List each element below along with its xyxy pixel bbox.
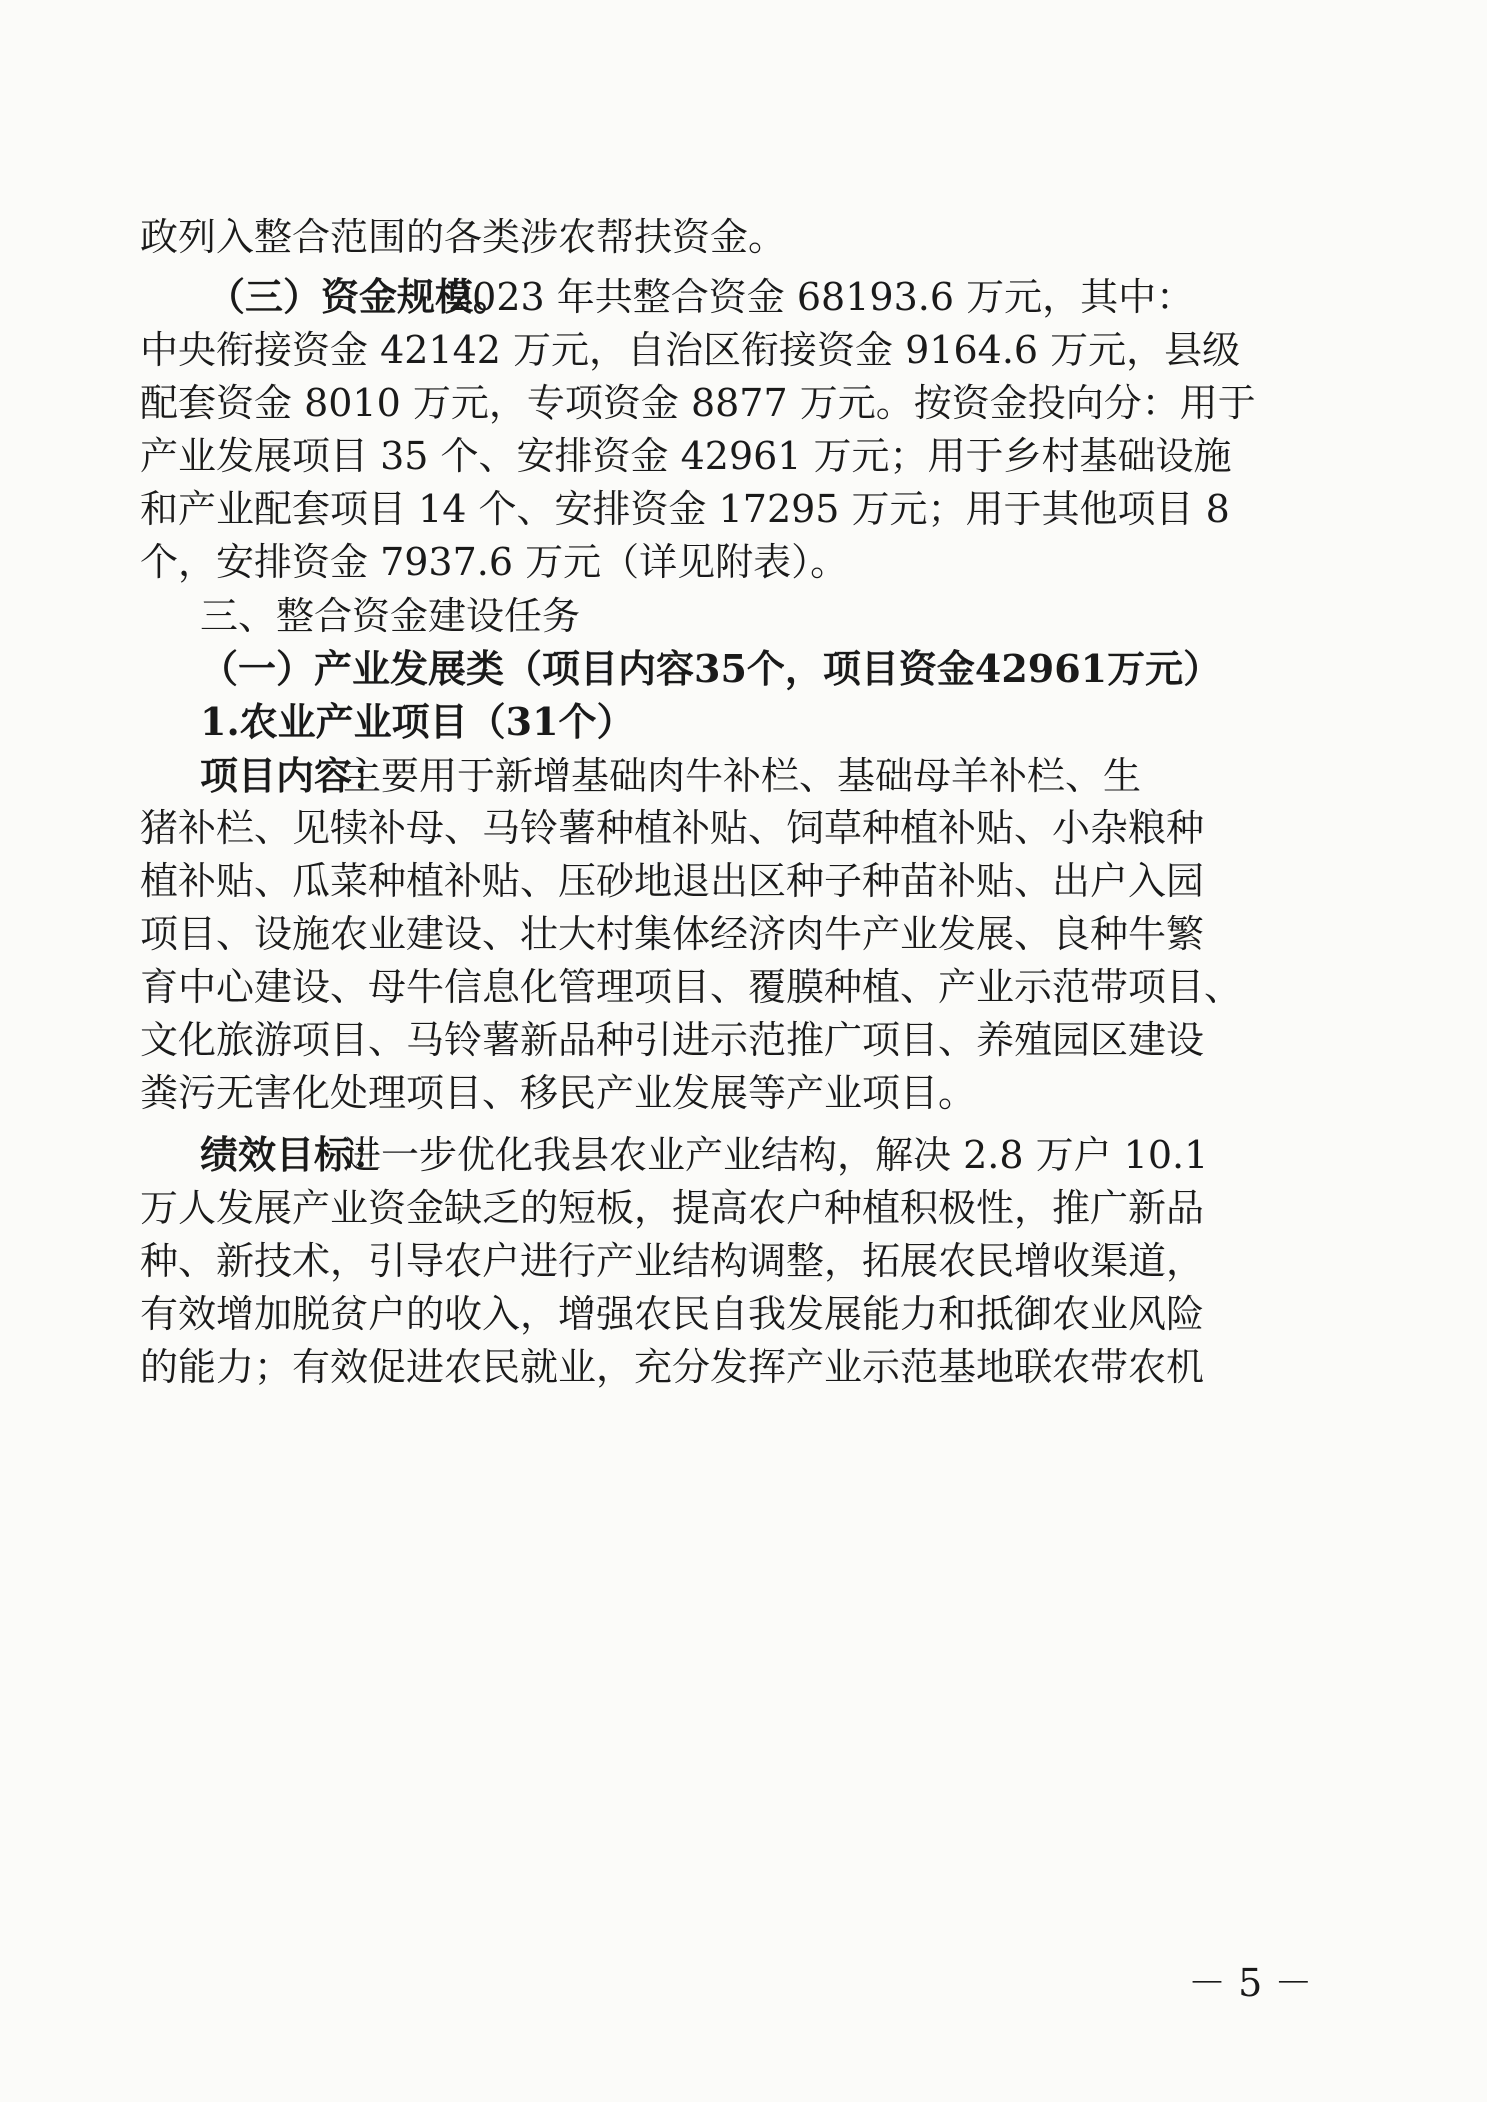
body-text: 个，安排资金 7937.6 万元（详见附表）。: [140, 540, 849, 584]
paragraph-line: [0, 586, 1487, 646]
body-text: 育中心建设、母牛信息化管理项目、覆膜种植、产业示范带项目、: [140, 965, 1243, 1009]
paragraph-line: [0, 267, 1487, 327]
body-text: 政列入整合范围的各类涉农帮扶资金。: [140, 215, 787, 259]
paragraph-line: [0, 1125, 1487, 1185]
performance-target-label: 绩效目标：: [200, 1132, 391, 1177]
body-text: 产业发展项目 35 个、安排资金 42961 万元；用于乡村基础设施: [140, 434, 1232, 478]
paragraph-line: [0, 1178, 1487, 1238]
body-text: 2023 年共整合资金 68193.6 万元，其中：: [448, 275, 1195, 319]
section-title: 三、整合资金建设任务: [200, 594, 581, 638]
funding-scale-heading: （三）资金规模。: [207, 274, 512, 319]
body-text: 的能力；有效促进农民就业，充分发挥产业示范基地联农带农机: [140, 1345, 1205, 1389]
paragraph-line: [0, 904, 1487, 964]
body-text: 进一步优化我县农业产业结构，解决 2.8 万户 10.1: [343, 1133, 1209, 1177]
body-text: 万人发展产业资金缺乏的短板，提高农户种植积极性，推广新品: [140, 1186, 1205, 1230]
paragraph-line: [0, 1063, 1487, 1123]
body-text: 粪污无害化处理项目、移民产业发展等产业项目。: [140, 1071, 977, 1115]
body-text: 文化旅游项目、马铃薯新品种引进示范推广项目、养殖园区建设: [140, 1018, 1205, 1062]
paragraph-line: [0, 1010, 1487, 1070]
body-text: 植补贴、瓜菜种植补贴、压砂地退出区种子种苗补贴、出户入园: [140, 859, 1205, 903]
paragraph-line: [0, 746, 1487, 806]
paragraph-line: [0, 532, 1487, 592]
paragraph-line: [0, 692, 1487, 752]
paragraph-line: [0, 426, 1487, 486]
body-text: 和产业配套项目 14 个、安排资金 17295 万元；用于其他项目 8: [140, 487, 1230, 531]
paragraph-line: [0, 1284, 1487, 1344]
subsection-title: （一）产业发展类（项目内容35个，项目资金42961万元）: [200, 646, 1222, 691]
item-title: 1.农业产业项目（31个）: [200, 699, 635, 744]
body-text: 有效增加脱贫户的收入，增强农民自我发展能力和抵御农业风险: [140, 1292, 1205, 1336]
body-text: 主要用于新增基础肉牛补栏、基础母羊补栏、生: [343, 754, 1142, 798]
paragraph-line: [0, 851, 1487, 911]
paragraph-line: [0, 639, 1487, 699]
paragraph-line: [0, 320, 1487, 380]
paragraph-line: [0, 1231, 1487, 1291]
paragraph-line: [0, 479, 1487, 539]
body-text: 项目、设施农业建设、壮大村集体经济肉牛产业发展、良种牛繁: [140, 912, 1205, 956]
paragraph-line: [0, 798, 1487, 858]
paragraph-line: [0, 1337, 1487, 1397]
paragraph-line: [0, 957, 1487, 1017]
body-text: 种、新技术，引导农户进行产业结构调整，拓展农民增收渠道，: [140, 1239, 1205, 1283]
body-text: 中央衔接资金 42142 万元，自治区衔接资金 9164.6 万元，县级: [140, 328, 1241, 372]
paragraph-line: [0, 373, 1487, 433]
project-content-label: 项目内容：: [200, 753, 391, 798]
paragraph-line: [0, 207, 1487, 267]
page-number: － 5 －: [1188, 1961, 1313, 2005]
body-text: 配套资金 8010 万元，专项资金 8877 万元。按资金投向分：用于: [140, 381, 1256, 425]
body-text: 猪补栏、见犊补母、马铃薯种植补贴、饲草种植补贴、小杂粮种: [140, 806, 1205, 850]
